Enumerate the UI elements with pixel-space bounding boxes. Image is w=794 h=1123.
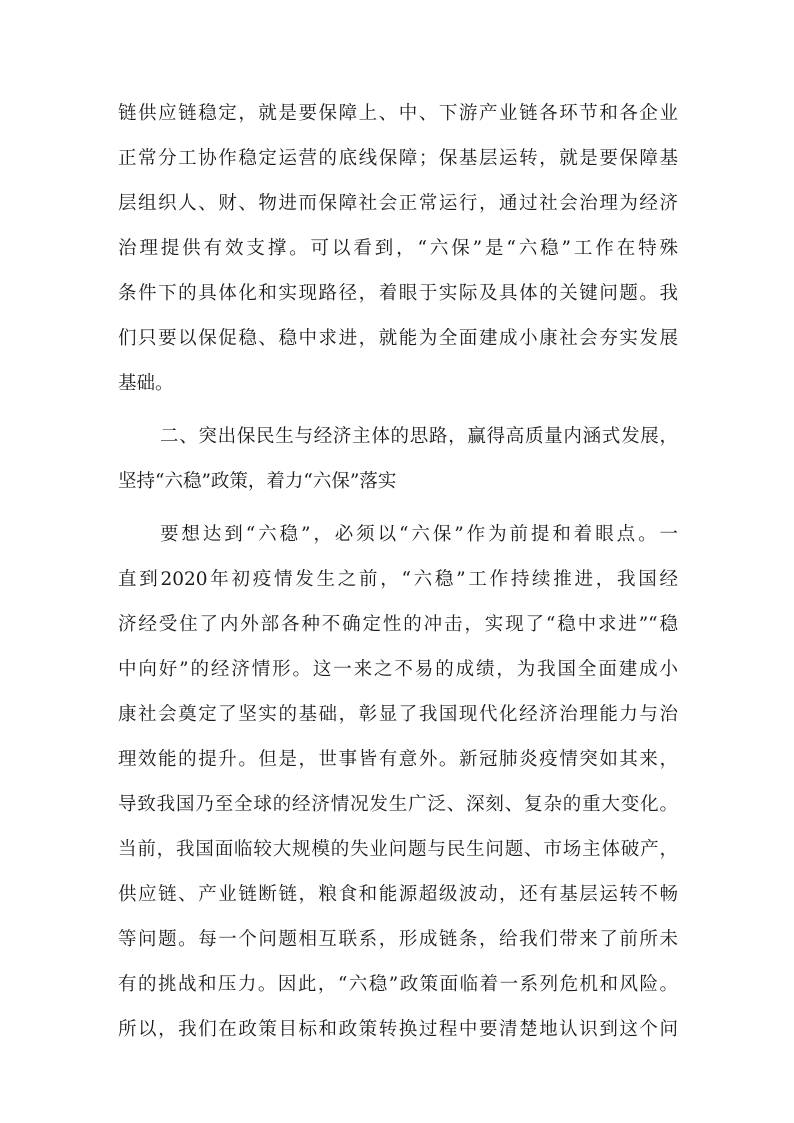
paragraph-2-line-6: 理效能的提升。但是，世事皆有意外。新冠肺炎疫情突如其来， [118,749,678,770]
paragraph-2-line-4: 中向好”的经济情形。这一来之不易的成绩，为我国全面建成小 [118,659,678,680]
paragraph-2-line-11: 有的挑战和压力。因此，“六稳”政策面临着一系列危机和风险。 [118,974,678,995]
paragraph-1-line-3: 层组织人、财、物进而保障社会正常运行，通过社会治理为经济 [118,193,678,214]
paragraph-1-line-2: 正常分工协作稳定运营的底线保障；保基层运转，就是要保障基 [118,148,678,169]
paragraph-2-line-3: 济经受住了内外部各种不确定性的冲击，实现了“稳中求进”“稳 [118,614,678,635]
paragraph-2-line-1: 要想达到“六稳”，必须以“六保”作为前提和着眼点。一 [160,524,678,545]
section-heading-line-1: 二、突出保民生与经济主体的思路，赢得高质量内涵式发展， [160,426,678,447]
section-heading-line-2: 坚持“六稳”政策，着力“六保”落实 [118,471,397,492]
paragraph-2-line-7: 导致我国乃至全球的经济情况发生广泛、深刻、复杂的重大变化。 [118,794,678,815]
paragraph-1-line-4: 治理提供有效支撑。可以看到，“六保”是“六稳”工作在特殊 [118,238,678,259]
paragraph-1-line-1: 链供应链稳定，就是要保障上、中、下游产业链各环节和各企业 [118,103,678,124]
paragraph-1-line-5: 条件下的具体化和实现路径，着眼于实际及具体的关键问题。我 [118,283,678,304]
paragraph-2-line-12: 所以，我们在政策目标和政策转换过程中要清楚地认识到这个问 [118,1019,678,1040]
paragraph-2-line-9: 供应链、产业链断链，粮食和能源超级波动，还有基层运转不畅 [118,884,678,905]
paragraph-1-line-6: 们只要以保促稳、稳中求进，就能为全面建成小康社会夯实发展 [118,328,678,349]
paragraph-2-line-8: 当前，我国面临较大规模的失业问题与民生问题、市场主体破产， [118,839,678,860]
paragraph-2-line-2: 直到2020年初疫情发生之前，“六稳”工作持续推进，我国经 [118,569,678,590]
paragraph-2-line-10: 等问题。每一个问题相互联系，形成链条，给我们带来了前所未 [118,929,678,950]
paragraph-2-line-5: 康社会奠定了坚实的基础，彰显了我国现代化经济治理能力与治 [118,704,678,725]
paragraph-1-line-7: 基础。 [118,373,174,394]
